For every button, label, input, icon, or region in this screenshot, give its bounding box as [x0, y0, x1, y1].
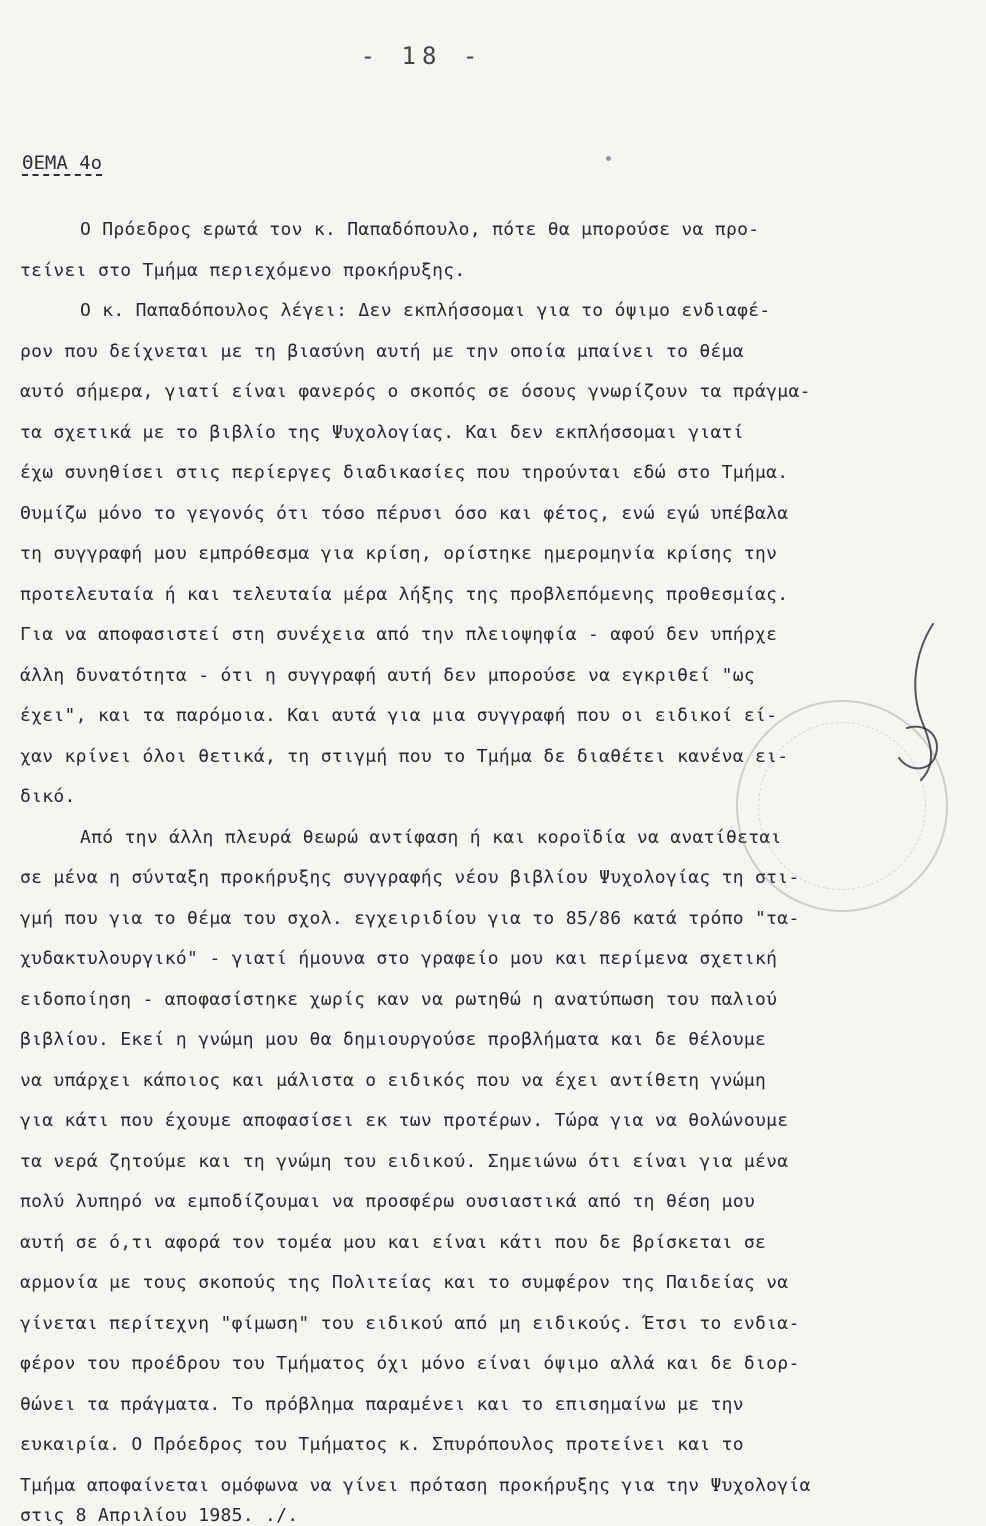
text-line: Ο Πρόεδρος ερωτά τον κ. Παπαδόπουλο, πότε θα μπορούσε να προ-: [80, 219, 760, 240]
text-line: να υπάρχει κάποιος και μάλιστα ο ειδικός που να έχει αντίθετη γνώμη: [20, 1069, 767, 1091]
text-line: Τμήμα αποφαίνεται ομόφωνα να γίνει πρόταση προκήρυξης για την Ψυχολογία: [20, 1474, 811, 1496]
text-line: πολύ λυπηρό να εμποδίζουμαι να προσφέρω ουσιαστικά από τη θέση μου: [20, 1191, 756, 1212]
text-line: φέρον του προέδρου του Τμήματος όχι μόνο είναι όψιμο αλλά και δε διορ-: [20, 1353, 800, 1374]
text-line: αυτό σήμερα, γιατί είναι φανερός ο σκοπός σε όσους γνωρίζουν τα πράγμα-: [20, 381, 811, 402]
text-line: Θυμίζω μόνο το γεγονός ότι τόσο πέρυσι όσο και φέτος, ενώ εγώ υπέβαλα: [20, 502, 789, 524]
page-number: - 18 -: [360, 42, 484, 70]
text-line: σε μένα η σύνταξη προκήρυξης συγγραφής νέου βιβλίου Ψυχολογίας τη στι-: [20, 867, 800, 888]
text-line: βιβλίου. Εκεί η γνώμη μου θα δημιουργούσε προβλήματα και δε θέλουμε: [20, 1029, 767, 1050]
text-line: τα νερά ζητούμε και τη γνώμη του ειδικού. Σημειώνω ότι είναι για μένα: [20, 1150, 789, 1172]
text-line: στις 8 Απριλίου 1985. ./.: [20, 1506, 299, 1526]
text-line: χυδακτυλουργικό" - γιατί ήμουνα στο γραφείο μου και περίμενα σχετική: [20, 948, 778, 969]
text-line: αυτή σε ό,τι αφορά τον τομέα μου και είναι κάτι που δε βρίσκεται σε: [20, 1231, 767, 1253]
ink-dot: [606, 156, 611, 161]
signature-mark: [875, 612, 965, 792]
text-line: Από την άλλη πλευρά θεωρώ αντίφαση ή και κοροϊδία να ανατίθεται: [80, 826, 782, 848]
text-line: για κάτι που έχουμε αποφασίσει εκ των προτέρων. Τώρα για να θολώνουμε: [20, 1110, 789, 1131]
text-line: αρμονία με τους σκοπούς της Πολιτείας και το συμφέρον της Παιδείας να: [20, 1272, 789, 1293]
section-heading: ΘΕΜΑ 4ο: [22, 152, 103, 174]
text-line: δικό.: [20, 786, 76, 807]
text-line: γίνεται περίτεχνη "φίμωση" του ειδικού από μη ειδικούς. Έτσι το ενδια-: [20, 1312, 800, 1334]
text-line: Ο κ. Παπαδόπουλος λέγει: Δεν εκπλήσσομαι για το όψιμο ενδιαφέ-: [80, 300, 771, 321]
text-line: γμή που για το θέμα του σχολ. εγχειριδίου για το 85/86 κατά τρόπο "τα-: [20, 907, 800, 929]
text-line: άλλη δυνατότητα - ότι η συγγραφή αυτή δεν μπορούσε να εγκριθεί "ως: [20, 664, 756, 686]
text-line: προτελευταία ή και τελευταία μέρα λήξης της προβλεπόμενης προθεσμίας.: [20, 583, 789, 605]
text-line: ειδοποίηση - αποφασίστηκε χωρίς καν να ρωτηθώ η ανατύπωση του παλιού: [20, 988, 778, 1010]
text-line: τείνει στο Τμήμα περιεχόμενο προκήρυξης.: [20, 259, 466, 281]
text-line: έχει", και τα παρόμοια. Και αυτά για μια συγγραφή που οι ειδικοί εί-: [20, 705, 778, 726]
text-line: χαν κρίνει όλοι θετικά, τη στιγμή που το Τμήμα δε διαθέτει κανένα ει-: [20, 745, 789, 767]
text-line: τη συγγραφή μου εμπρόθεσμα για κρίση, ορίστηκε ημερομηνία κρίσης την: [20, 543, 778, 564]
text-line: θώνει τα πράγματα. Το πρόβλημα παραμένει και το επισημαίνω με την: [20, 1393, 744, 1415]
text-line: έχω συνηθίσει στις περίεργες διαδικασίες που τηρούνται εδώ στο Τμήμα.: [20, 462, 789, 483]
text-line: τα σχετικά με το βιβλίο της Ψυχολογίας. Και δεν εκπλήσσομαι γιατί: [20, 421, 744, 443]
text-line: ευκαιρία. Ο Πρόεδρος του Τμήματος κ. Σπυρόπουλος προτείνει και το: [20, 1434, 744, 1455]
text-line: ρον που δείχνεται με τη βιασύνη αυτή με την οποία μπαίνει το θέμα: [20, 340, 744, 362]
text-line: Για να αποφασιστεί στη συνέχεια από την πλειοψηφία - αφού δεν υπήρχε: [20, 624, 778, 645]
